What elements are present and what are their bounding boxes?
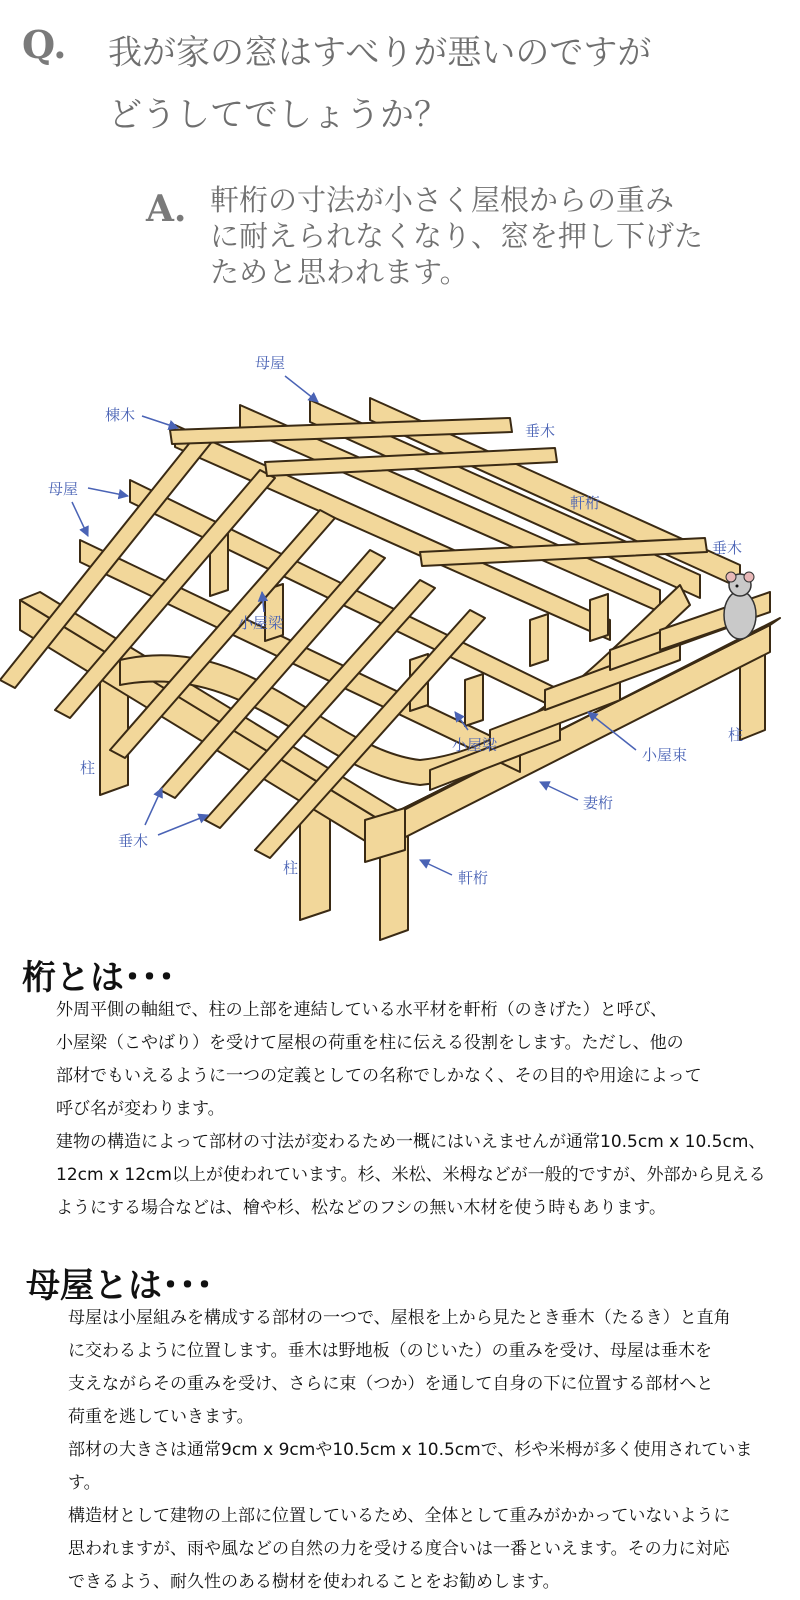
roof-structure-diagram (0, 330, 800, 950)
label-koyazuka: 小屋束 (642, 746, 688, 764)
label-hashira-bottom: 柱 (283, 859, 299, 877)
answer-mark: A. (146, 188, 187, 230)
label-noki-geta-top: 軒桁 (570, 494, 601, 512)
question-line-2: どうしてでしょうか？ (108, 95, 448, 135)
paragraph-line: に交わるように位置します。垂木は野地板（のじいた）の重みを受け、母屋は垂木を (68, 1341, 712, 1361)
answer-line-2: に耐えられなくなり、窓を押し下げた (210, 219, 704, 253)
section-heading-moya: 母屋とは･･･ (26, 1266, 213, 1306)
label-tsumageta: 妻桁 (583, 794, 614, 812)
label-koyabari-mid: 小屋梁 (452, 736, 498, 754)
paragraph-line: 構造材として建物の上部に位置しているため、全体として重みがかかっていないように (68, 1506, 731, 1526)
strut (465, 674, 483, 726)
question-text (108, 22, 768, 146)
paragraph-line: 12cm x 12cm以上が使われています。杉、米松、米栂などが一般的ですが、外部から見える (56, 1165, 766, 1185)
paragraph-line: 外周平側の軸組で、柱の上部を連結している水平材を軒桁（のきげた）と呼び、 (56, 1000, 667, 1020)
section-body-keta (56, 994, 776, 1225)
paragraph-line: 呼び名が変わります。 (56, 1099, 225, 1119)
eave-beam-front (20, 592, 400, 850)
paragraph-line: 母屋は小屋組みを構成する部材の一つで、屋根を上から見たとき垂木（たるき）と直角 (68, 1308, 731, 1328)
label-taruki-right: 垂木 (712, 539, 743, 557)
label-moya-left: 母屋 (48, 480, 79, 498)
paragraph-line: 建物の構造によって部材の寸法が変わるため一概にはいえませんが通常10.5cm x 10.5cm、 (56, 1132, 766, 1152)
label-hashira-right: 柱 (728, 726, 744, 744)
paragraph-line: 思われますが、雨や風などの自然の力を受ける度合いは一番といえます。その力に対応 (68, 1539, 730, 1559)
label-koyabari-left: 小屋梁 (238, 614, 284, 632)
answer-line-3: ためと思われます。 (210, 255, 469, 289)
answer-text (210, 182, 770, 290)
strut (530, 614, 548, 666)
question-mark: Q. (22, 22, 67, 67)
paragraph-line: ようにする場合などは、檜や杉、松などのフシの無い木材を使う時もあります。 (56, 1198, 666, 1218)
section-body-moya (68, 1302, 778, 1599)
label-moya-top: 母屋 (255, 354, 286, 372)
paragraph-line: できるよう、耐久性のある樹材を使われることをお勧めします。 (68, 1572, 560, 1592)
mouse-icon (724, 572, 756, 639)
paragraph-line: 荷重を逃していきます。 (68, 1407, 254, 1427)
label-taruki-bottom: 垂木 (118, 832, 149, 850)
question-line-1: 我が家の窓はすべりが悪いのですが (108, 33, 652, 73)
paragraph-line: 支えながらその重みを受け、さらに束（つか）を通して自身の下に位置する部材へと (68, 1374, 714, 1394)
paragraph-line: 部材でもいえるように一つの定義としての名称でしかなく、その目的や用途によって (56, 1066, 702, 1086)
label-noki-geta-bottom: 軒桁 (458, 869, 489, 887)
answer-line-1: 軒桁の寸法が小さく屋根からの重み (210, 183, 675, 217)
label-taruki-top: 垂木 (525, 422, 556, 440)
strut (590, 594, 608, 641)
section-heading-keta: 桁とは･･･ (22, 958, 175, 998)
label-hashira-left: 柱 (80, 759, 96, 777)
paragraph-line: 小屋梁（こやばり）を受けて屋根の荷重を柱に伝える役割をします。ただし、他の (56, 1033, 684, 1053)
label-munagi: 棟木 (105, 406, 136, 424)
paragraph-line: 部材の大きさは通常9cm x 9cmや10.5cm x 10.5cmで、杉や米栂が多く使用されています。 (68, 1440, 753, 1493)
